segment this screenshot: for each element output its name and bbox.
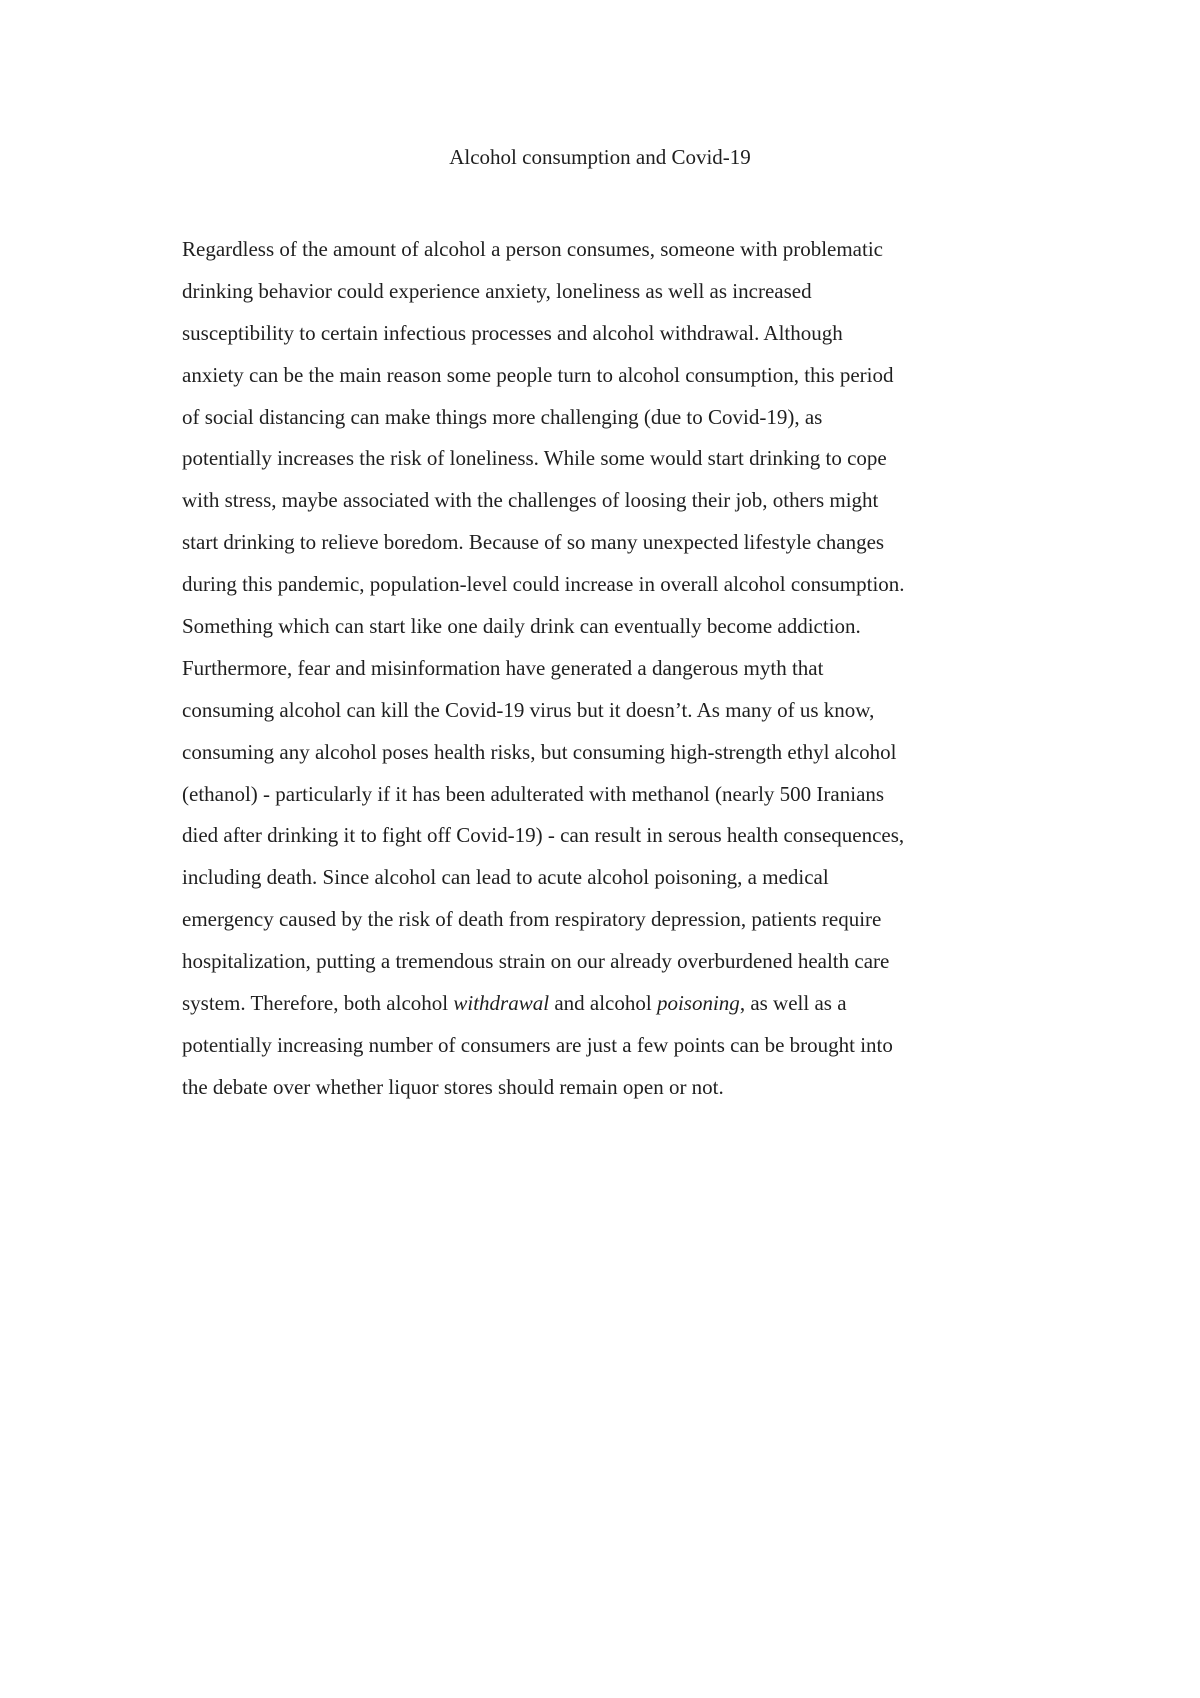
paragraph-line: of social distancing can make things more challenging (due to Covid-19), as [182, 404, 823, 429]
paragraph-line: emergency caused by the risk of death from respiratory depression, patients require [182, 907, 882, 932]
line-text-segment: , as well as a [739, 991, 847, 1016]
paragraph-line: hospitalization, putting a tremendous strain on our already overburdened health care [182, 949, 890, 974]
paragraph-line: drinking behavior could experience anxiety, loneliness as well as increased [182, 278, 812, 303]
paragraph-line: during this pandemic, population-level could increase in overall alcohol consumption. [182, 572, 905, 597]
line-text-segment: system. Therefore, both alcohol [182, 991, 454, 1016]
paragraph-line: susceptibility to certain infectious processes and alcohol withdrawal. Although [182, 320, 843, 345]
paragraph-line: potentially increases the risk of loneliness. While some would start drinking to cope [182, 446, 887, 471]
paragraph-line: Something which can start like one daily drink can eventually become addiction. [182, 614, 861, 639]
emphasis-withdrawal: withdrawal [453, 991, 550, 1016]
paragraph-line: anxiety can be the main reason some people turn to alcohol consumption, this period [182, 362, 894, 387]
paragraph-line: consuming alcohol can kill the Covid-19 virus but it doesn’t. As many of us know, [182, 697, 875, 722]
emphasis-poisoning: poisoning [656, 991, 740, 1016]
body-paragraph [182, 229, 1042, 1109]
paragraph-line: start drinking to relieve boredom. Because of so many unexpected lifestyle changes [182, 530, 885, 555]
paragraph-line: with stress, maybe associated with the challenges of loosing their job, others might [182, 488, 879, 513]
paragraph-line-with-emphasis [182, 983, 1042, 1025]
paragraph-line: the debate over whether liquor stores should remain open or not. [182, 1074, 724, 1099]
document-title: Alcohol consumption and Covid-19 [449, 145, 751, 169]
paragraph-line: died after drinking it to fight off Covid-19) - can result in serous health consequences, [182, 823, 905, 848]
paragraph-line: including death. Since alcohol can lead to acute alcohol poisoning, a medical [182, 865, 829, 890]
paragraph-line: potentially increasing number of consumers are just a few points can be brought into [182, 1032, 893, 1057]
paragraph-line: Regardless of the amount of alcohol a person consumes, someone with problematic [182, 237, 883, 261]
line-text-segment: and alcohol [549, 991, 657, 1016]
paragraph-line: Furthermore, fear and misinformation have generated a dangerous myth that [182, 655, 824, 680]
paragraph-line: consuming any alcohol poses health risks, but consuming high-strength ethyl alcohol [182, 739, 897, 764]
paragraph-line: (ethanol) - particularly if it has been adulterated with methanol (nearly 500 Iranians [182, 781, 885, 806]
